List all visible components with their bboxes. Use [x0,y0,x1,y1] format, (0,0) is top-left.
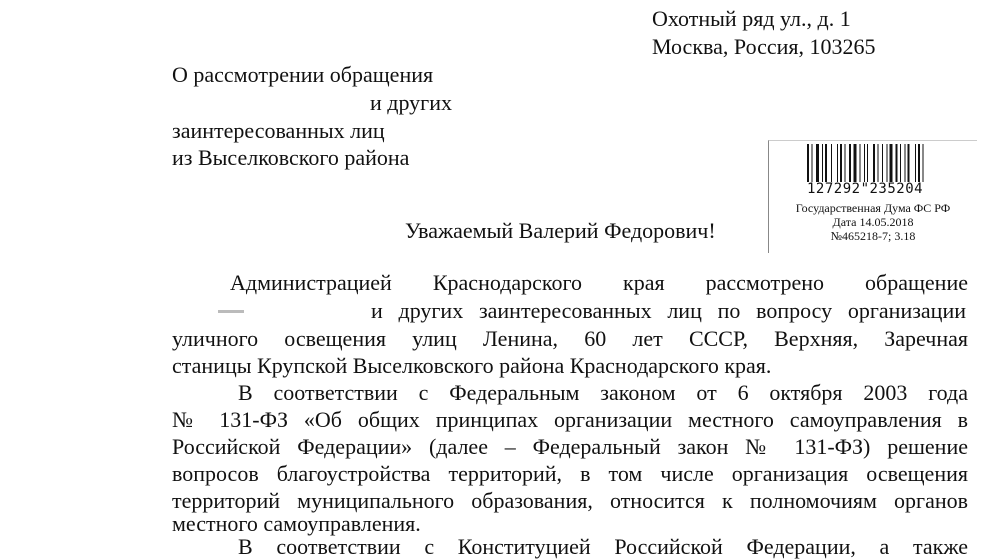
subject-line-3: заинтересованных лиц [172,118,385,143]
barcode [807,144,965,182]
paragraph-2-line-3: Российской Федерации» (далее – Федеральный закон № 131-ФЗ) решение [172,434,968,459]
address-line-1: Охотный ряд ул., д. 1 [652,6,851,31]
paragraph-2-line-5: территорий муниципального образования, относится к полномочиям органов [172,488,968,513]
redaction-mark [218,310,244,313]
salutation: Уважаемый Валерий Федорович! [405,218,716,243]
barcode-number: 127292"235204 [807,181,924,197]
address-line-2: Москва, Россия, 103265 [652,34,876,59]
paragraph-2-line-1: В соответствии с Федеральным законом от 6 октября 2003 года [238,380,968,405]
paragraph-2-line-2: № 131-ФЗ «Об общих принципах организации местного самоуправления в [172,407,968,432]
paragraph-1-line-4: станицы Крупской Выселковского района Краснодарского края. [172,353,772,378]
paragraph-1-line-1: Администрацией Краснодарского края рассмотрено обращение [230,270,968,295]
subject-line-2: и других [370,90,452,115]
paragraph-1-line-2: и других заинтересованных лиц по вопросу организации [371,298,966,323]
stamp-registration-number: №465218-7; 3.18 [830,229,916,243]
paragraph-3-line-1: В соответствии с Конституцией Российской Федерации, а также [238,534,968,559]
paragraph-2-line-6: местного самоуправления. [172,511,421,536]
paragraph-2-line-4: вопросов благоустройства территорий, в том числе организация освещения [172,461,968,486]
subject-line-4: из Выселковского района [172,145,410,170]
registration-stamp [768,140,977,253]
subject-line-1: О рассмотрении обращения [172,62,434,87]
paragraph-1-line-3: уличного освещения улиц Ленина, 60 лет СССР, Верхняя, Заречная [172,326,968,351]
stamp-date: Дата 14.05.2018 [832,215,914,229]
stamp-organization: Государственная Дума ФС РФ [795,201,951,215]
